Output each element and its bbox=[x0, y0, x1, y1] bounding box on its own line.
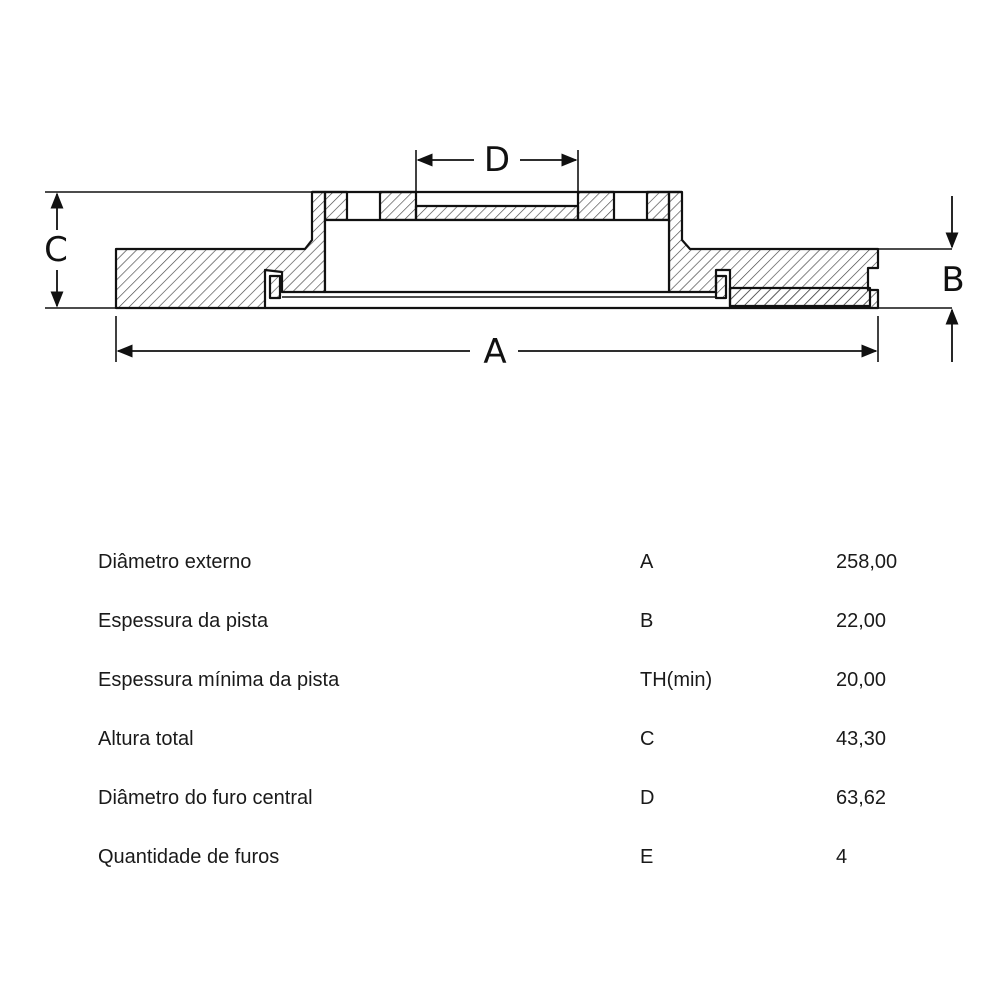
spec-value: 4 bbox=[836, 846, 848, 868]
spec-label: Quantidade de furos bbox=[98, 846, 280, 868]
spec-label: Diâmetro externo bbox=[98, 551, 252, 573]
table-row bbox=[98, 710, 938, 769]
spec-code: A bbox=[640, 551, 654, 573]
dimension-label-d: D bbox=[483, 140, 511, 180]
spec-label: Altura total bbox=[98, 728, 194, 750]
dimension-label-b: B bbox=[941, 260, 965, 300]
hat-center-ring bbox=[416, 206, 578, 220]
spec-value: 43,30 bbox=[836, 728, 887, 750]
spec-code: E bbox=[640, 846, 654, 868]
spec-value: 20,00 bbox=[836, 669, 887, 691]
left-rotor-section bbox=[116, 192, 325, 308]
dimension-label-a: A bbox=[483, 332, 507, 372]
spec-code: TH(min) bbox=[640, 669, 713, 691]
spec-value: 22,00 bbox=[836, 610, 887, 632]
table-row bbox=[98, 533, 938, 592]
table-row bbox=[98, 769, 938, 828]
spec-code: B bbox=[640, 610, 654, 632]
hat-mid-right-block bbox=[578, 192, 614, 220]
spec-value: 258,00 bbox=[836, 551, 898, 573]
dimension-label-c: C bbox=[44, 230, 68, 270]
hat-cavity-outline bbox=[325, 220, 669, 292]
disc-section bbox=[116, 192, 878, 308]
spec-label: Diâmetro do furo central bbox=[98, 787, 313, 809]
left-inner-lip bbox=[270, 276, 280, 298]
spec-label: Espessura da pista bbox=[98, 610, 269, 632]
brake-disc-cross-section-diagram bbox=[0, 0, 1000, 460]
table-row bbox=[98, 828, 938, 887]
right-pad-band bbox=[730, 288, 870, 306]
hat-mid-left-block bbox=[380, 192, 416, 220]
specifications-table bbox=[98, 533, 938, 887]
right-inner-lip bbox=[716, 276, 726, 298]
table-row bbox=[98, 592, 938, 651]
table-row bbox=[98, 651, 938, 710]
spec-label: Espessura mínima da pista bbox=[98, 669, 340, 691]
spec-value: 63,62 bbox=[836, 787, 887, 809]
spec-code: C bbox=[640, 728, 655, 750]
spec-code: D bbox=[640, 787, 655, 809]
hat-right-block bbox=[647, 192, 669, 220]
hat-left-block bbox=[325, 192, 347, 220]
